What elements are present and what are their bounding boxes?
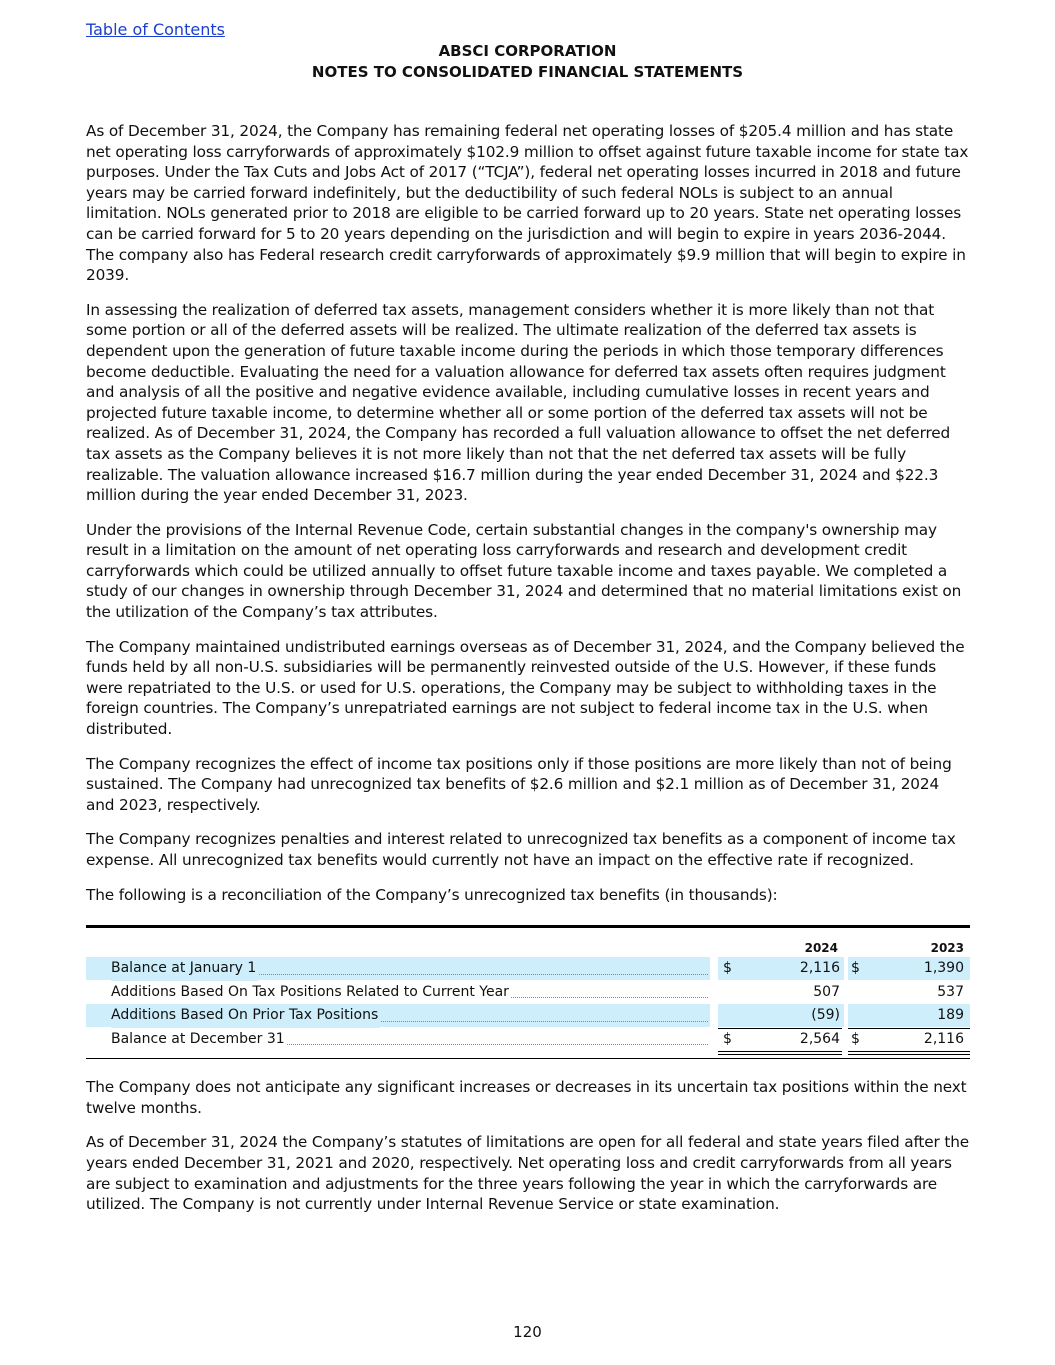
value-2023: 1,390	[923, 960, 964, 977]
currency-symbol: $	[851, 1030, 860, 1047]
document-body	[86, 121, 972, 1229]
table-row	[86, 981, 970, 1005]
total-double-rule	[86, 1051, 970, 1056]
paragraph-penalties-interest: The Company recognizes penalties and interest related to unrecognized tax benefits as a component of income tax expense. All unrecognized tax benefits would currently not have an impact on the effective rate if recognized.	[86, 830, 956, 869]
currency-symbol: $	[723, 1030, 732, 1047]
value-2023: 537	[937, 983, 964, 1000]
currency-symbol: $	[723, 960, 732, 977]
row-label: Additions Based On Tax Positions Related to Current Year	[111, 981, 511, 1005]
paragraph-foreign-earnings: The Company maintained undistributed earnings overseas as of December 31, 2024, and the Company believed the funds held by all non-U.S. subsidiaries will be permanently reinvested outside of the U.S. However, if these funds were repatriated to the U.S. or used for U.S. operations, the Company may be subject to withholding taxes in the foreign countries. The Company’s unrepatriated earnings are not subject to federal income tax in the U.S. when distributed.	[86, 637, 965, 739]
value-2024: (59)	[811, 1007, 840, 1024]
table-intro: The following is a reconciliation of the Company’s unrecognized tax benefits (in thousands):	[86, 885, 778, 904]
paragraph-ownership-change: Under the provisions of the Internal Revenue Code, certain substantial changes in the company's ownership may result in a limitation on the amount of net operating loss carryforwards and research and development credit carryforwards which could be utilized annually to offset future taxable income and taxes payable. We completed a study of our changes in ownership through December 31, 2024 and determined that no material limitations exist on the utilization of the Company’s tax attributes.	[86, 520, 962, 622]
paragraph-valuation-allowance: In assessing the realization of deferred tax assets, management considers whether it is more likely than not that some portion or all of the deferred assets will be realized. The ultimate realization of the deferred tax assets is dependent upon the generation of future taxable income during the periods in which those temporary differences become deductible. Evaluating the need for a valuation allowance for deferred tax assets often requires judgment and analysis of all the positive and negative evidence available, including cumulative losses in recent years and projected future taxable income, to determine whether all or some portion of the deferred tax assets will not be realized. As of December 31, 2024, the Company has recorded a full valuation allowance to offset the net deferred tax assets as the Company believes it is not more likely than not that the net deferred tax assets will be fully realizable. The valuation allowance increased $16.7 million during the year ended December 31, 2024 and $22.3 million during the year ended December 31, 2023.	[86, 300, 951, 505]
currency-symbol: $	[851, 960, 860, 977]
paragraph-tax-positions: The Company recognizes the effect of income tax positions only if those positions are more likely than not of being sustained. The Company had unrecognized tax benefits of $2.6 million and $2.1 million as of December 31, 2024 and 2023, respectively.	[86, 754, 952, 814]
paragraph-statutes: As of December 31, 2024 the Company’s statutes of limitations are open for all federal and state years filed after the years ended December 31, 2021 and 2020, respectively. Net operating loss and credit carryforwards from all years are subject to examination and adjustments for the three years following the year in which the carryforwards are utilized. The Company is not currently under Internal Revenue Service or state examination.	[86, 1133, 970, 1214]
page-number: 120	[513, 1323, 542, 1341]
value-2024: 2,116	[799, 960, 840, 977]
unrecognized-tax-benefits-table	[86, 925, 970, 1059]
value-2023: 189	[937, 1007, 964, 1024]
value-2023: 2,116	[923, 1030, 964, 1047]
row-label: Balance at January 1	[111, 957, 258, 981]
row-label: Balance at December 31	[111, 1028, 287, 1052]
company-name: ABSCI CORPORATION	[438, 42, 617, 60]
table-row-total	[86, 1028, 970, 1052]
table-bottom-rule	[86, 1058, 970, 1059]
paragraph-no-changes: The Company does not anticipate any significant increases or decreases in its uncertain tax positions within the next twelve months.	[86, 1078, 967, 1117]
column-header-2023: 2023	[930, 941, 964, 956]
page-title: NOTES TO CONSOLIDATED FINANCIAL STATEMENTS	[311, 63, 744, 81]
paragraph-nol: As of December 31, 2024, the Company has remaining federal net operating losses of $205.4 million and has state net operating loss carryforwards of approximately $102.9 million to offset against future taxable income for state tax purposes. Under the Tax Cuts and Jobs Act of 2017 (“TCJA”), federal net operating losses incurred in 2018 and future years may be carried forward indefinitely, but the deductibility of such federal NOLs is subject to an annual limitation. NOLs generated prior to 2018 are eligible to be carried forward up to 20 years. State net operating losses can be carried forward for 5 to 20 years depending on the jurisdiction and will begin to expire in years 2036-2044. The company also has Federal research credit carryforwards of approximately $9.9 million that will begin to expire in 2039.	[86, 122, 969, 285]
table-header	[86, 928, 970, 957]
table-of-contents-link[interactable]: Table of Contents	[86, 20, 225, 39]
table-row	[86, 957, 970, 981]
value-2024: 2,564	[799, 1030, 840, 1047]
value-2024: 507	[813, 983, 840, 1000]
table-row	[86, 1004, 970, 1028]
column-header-2024: 2024	[804, 941, 838, 956]
row-label: Additions Based On Prior Tax Positions	[111, 1004, 380, 1028]
